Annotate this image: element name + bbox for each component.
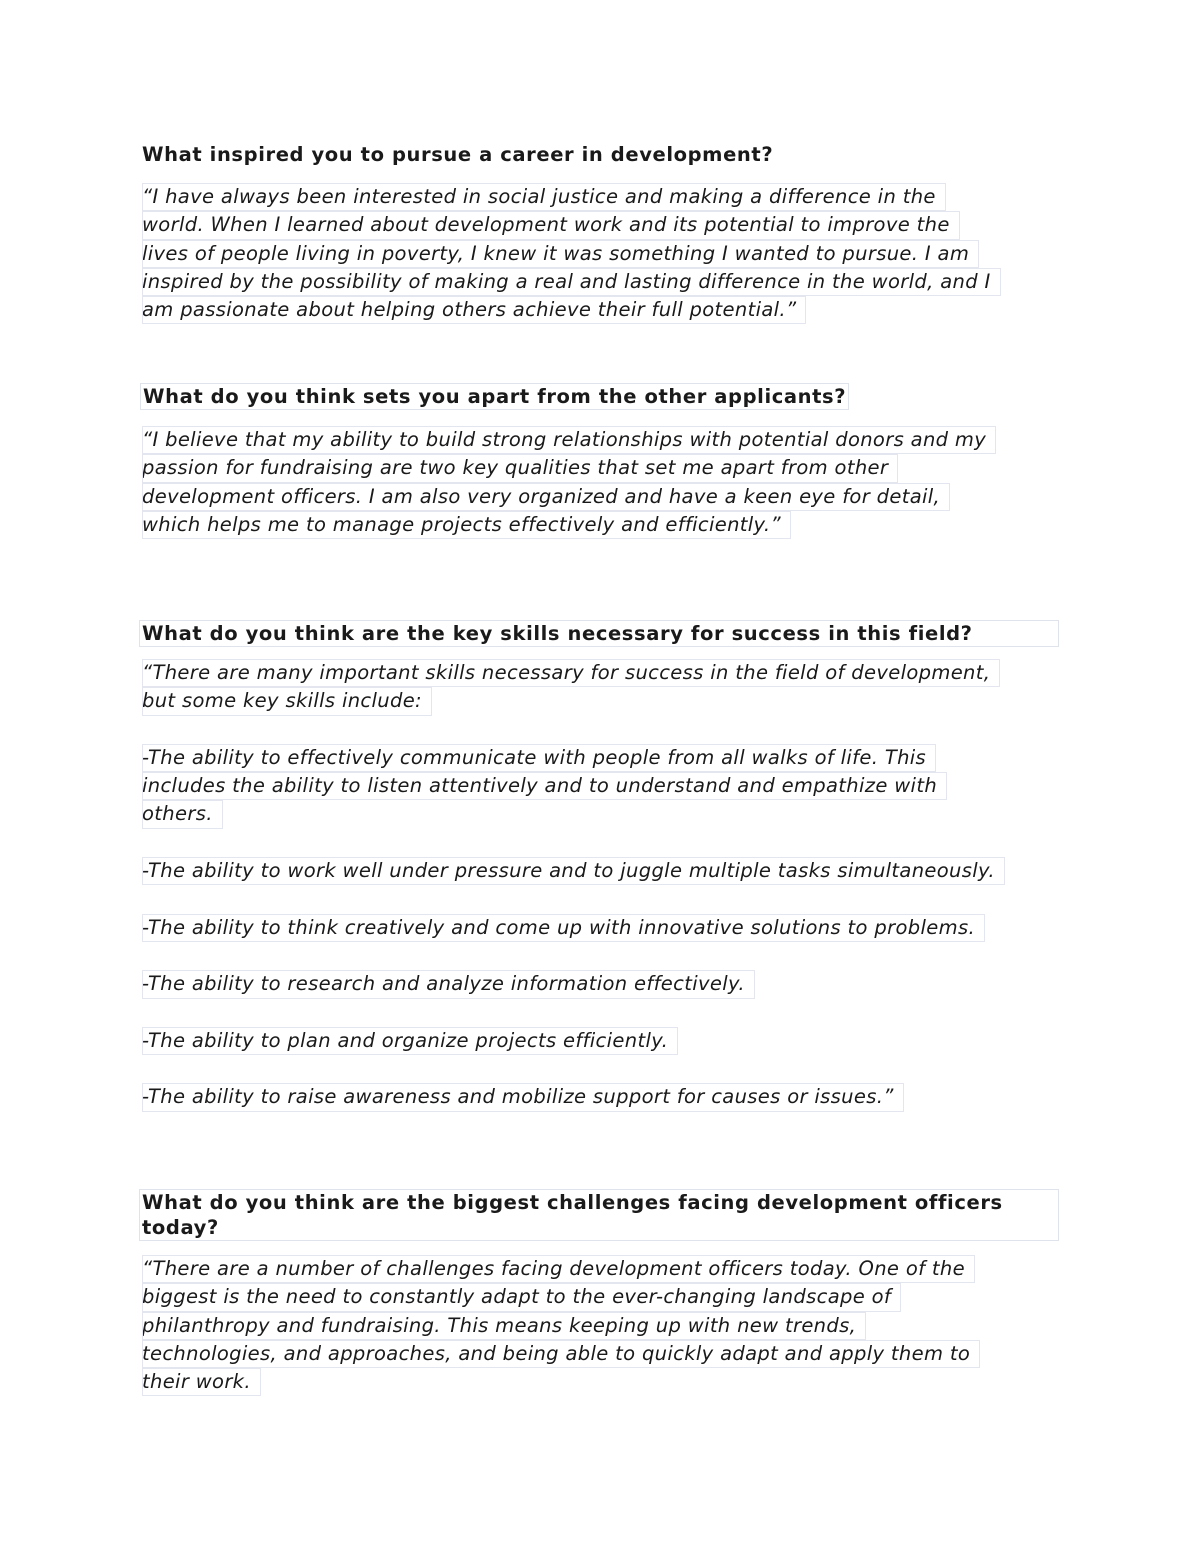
answer-line: which helps me to manage projects effectively and efficiently.” [142,511,791,539]
skill-item: -The ability to plan and organize projects efficiently. [142,1027,678,1055]
question-heading: What do you think are the biggest challenges facing development officers today? [140,1190,1058,1240]
skill-item: -The ability to research and analyze information effectively. [142,970,755,998]
skill-item: others. [142,800,223,828]
question-heading: What do you think sets you apart from the other applicants? [143,385,847,408]
skill-item: -The ability to raise awareness and mobilize support for causes or issues.” [142,1083,904,1111]
answer-line: “I believe that my ability to build strong relationships with potential donors and my [142,426,996,454]
answer-line: passion for fundraising are two key qualities that set me apart from other [142,454,898,482]
question-heading: What inspired you to pursue a career in development? [142,143,774,166]
answer-line: biggest is the need to constantly adapt to the ever-changing landscape of [142,1283,901,1311]
answer-block [142,659,1005,1112]
answer-line: “I have always been interested in social justice and making a difference in the [142,183,946,211]
question-heading: What do you think are the key skills necessary for success in this field? [140,621,1058,646]
answer-line: development officers. I am also very organized and have a keen eye for detail, [142,483,950,511]
answer-block [142,183,1001,324]
answer-line: “There are a number of challenges facing development officers today. One of the [142,1255,975,1283]
answer-line: their work. [142,1368,261,1396]
skill-item: -The ability to think creatively and come up with innovative solutions to problems. [142,914,985,942]
skill-item: -The ability to effectively communicate with people from all walks of life. This [142,744,936,772]
answer-line: world. When I learned about development work and its potential to improve the [142,211,960,239]
skill-item: includes the ability to listen attentively and to understand and empathize with [142,772,947,800]
answer-block [142,1255,980,1396]
answer-line: but some key skills include: [142,687,432,715]
answer-line: inspired by the possibility of making a real and lasting difference in the world, and I [142,268,1001,296]
answer-block [142,426,996,539]
skill-item: -The ability to work well under pressure and to juggle multiple tasks simultaneously. [142,857,1005,885]
answer-line: lives of people living in poverty, I knew it was something I wanted to pursue. I am [142,240,979,268]
answer-line: am passionate about helping others achieve their full potential.” [142,296,806,324]
answer-line: “There are many important skills necessary for success in the field of development, [142,659,1000,687]
answer-line: technologies, and approaches, and being able to quickly adapt and apply them to [142,1340,980,1368]
answer-line: philanthropy and fundraising. This means keeping up with new trends, [142,1312,866,1340]
